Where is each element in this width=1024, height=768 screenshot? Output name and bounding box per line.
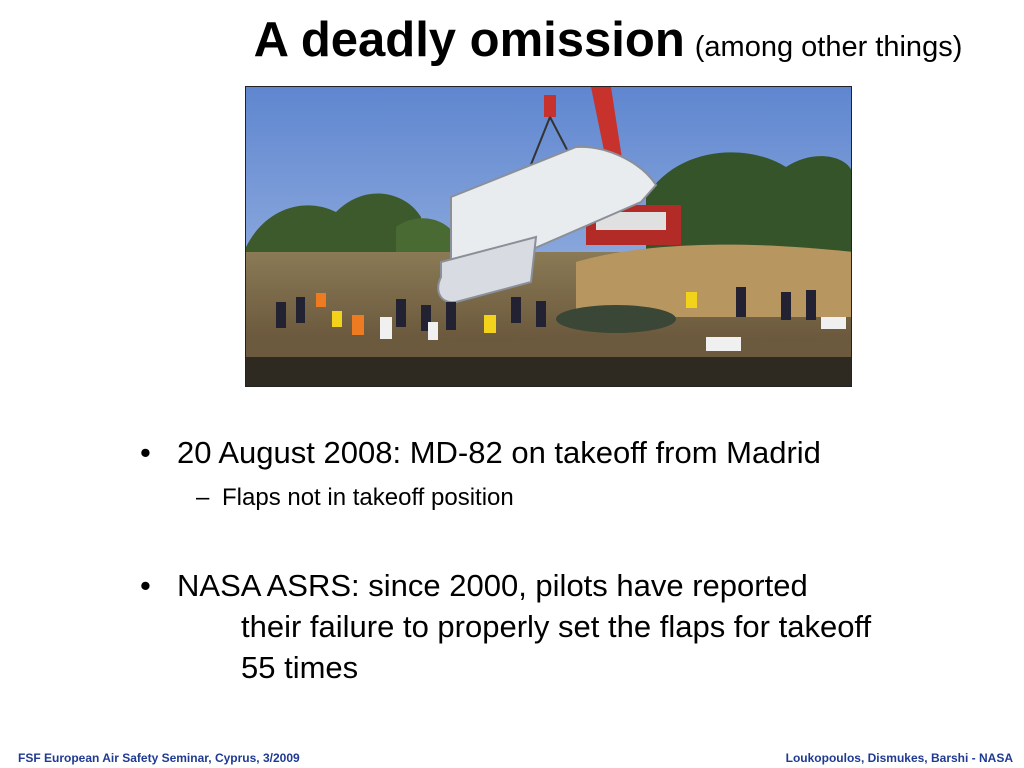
bullet-text-line-3: 55 times [241,650,359,685]
bullet-item [140,565,871,688]
bullet-item [140,435,821,471]
footer-right: Loukopoulos, Dismukes, Barshi - NASA [785,751,1013,765]
bullet-text-line-2: their failure to properly set the flaps for takeoff [241,609,872,644]
sub-bullet-item [196,484,514,512]
dash-glyph: – [196,484,210,511]
bullet-glyph: • [140,435,151,470]
slide-title-sub: (among other things) [694,31,963,63]
bullet-text: 20 August 2008: MD-82 on takeoff from Madrid [177,435,821,470]
bullet-glyph: • [140,568,151,603]
slide-title-main: A deadly omission [253,13,685,67]
sub-bullet-text: Flaps not in takeoff position [222,484,514,511]
bullet-text-line-1: NASA ASRS: since 2000, pilots have reported [177,568,808,603]
footer-left: FSF European Air Safety Seminar, Cyprus, 3/2009 [18,751,300,765]
